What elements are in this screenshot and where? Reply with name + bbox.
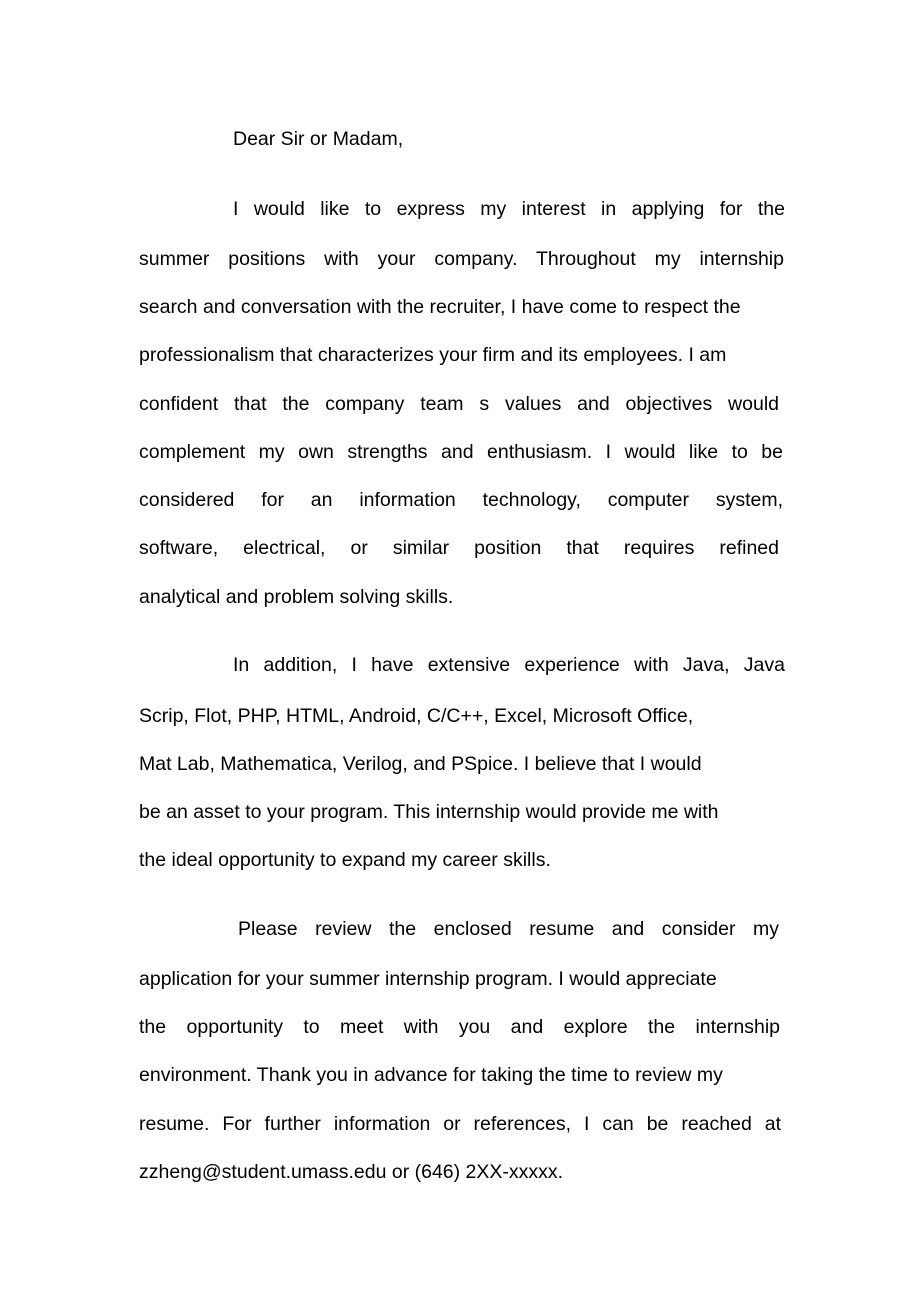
paragraph-3-line-6: zzheng@student.umass.edu or (646) 2XX-xxxxx. — [139, 1161, 564, 1183]
paragraph-3-line-2: application for your summer internship program. I would appreciate — [139, 968, 717, 990]
paragraph-2-line-1: In addition, I have extensive experience with Java, Java — [233, 654, 785, 676]
paragraph-1-line-5: confident that the company team s values and objectives would — [139, 393, 779, 415]
paragraph-3-line-3: the opportunity to meet with you and explore the internship — [139, 1016, 780, 1038]
paragraph-2-line-5: the ideal opportunity to expand my career skills. — [139, 849, 551, 871]
paragraph-3-line-1: Please review the enclosed resume and consider my — [238, 918, 779, 940]
paragraph-3-line-5: resume. For further information or references, I can be reached at — [139, 1113, 781, 1135]
paragraph-1-line-2: summer positions with your company. Throughout my internship — [139, 248, 784, 270]
paragraph-1-line-4: professionalism that characterizes your firm and its employees. I am — [139, 344, 727, 366]
salutation: Dear Sir or Madam, — [233, 128, 404, 150]
paragraph-1-line-6: complement my own strengths and enthusiasm. I would like to be — [139, 441, 783, 463]
paragraph-2-line-2: Scrip, Flot, PHP, HTML, Android, C/C++, Excel, Microsoft Office, — [139, 705, 694, 727]
paragraph-1-line-7: considered for an information technology, computer system, — [139, 489, 783, 511]
paragraph-1-line-3: search and conversation with the recruiter, I have come to respect the — [139, 296, 741, 318]
paragraph-1-line-1: I would like to express my interest in applying for the — [233, 198, 785, 220]
paragraph-2-line-4: be an asset to your program. This internship would provide me with — [139, 801, 719, 823]
paragraph-1-line-9: analytical and problem solving skills. — [139, 586, 454, 608]
paragraph-1-line-8: software, electrical, or similar position that requires refined — [139, 537, 779, 559]
paragraph-2-line-3: Mat Lab, Mathematica, Verilog, and PSpice. I believe that I would — [139, 753, 702, 775]
paragraph-3-line-4: environment. Thank you in advance for taking the time to review my — [139, 1064, 723, 1086]
